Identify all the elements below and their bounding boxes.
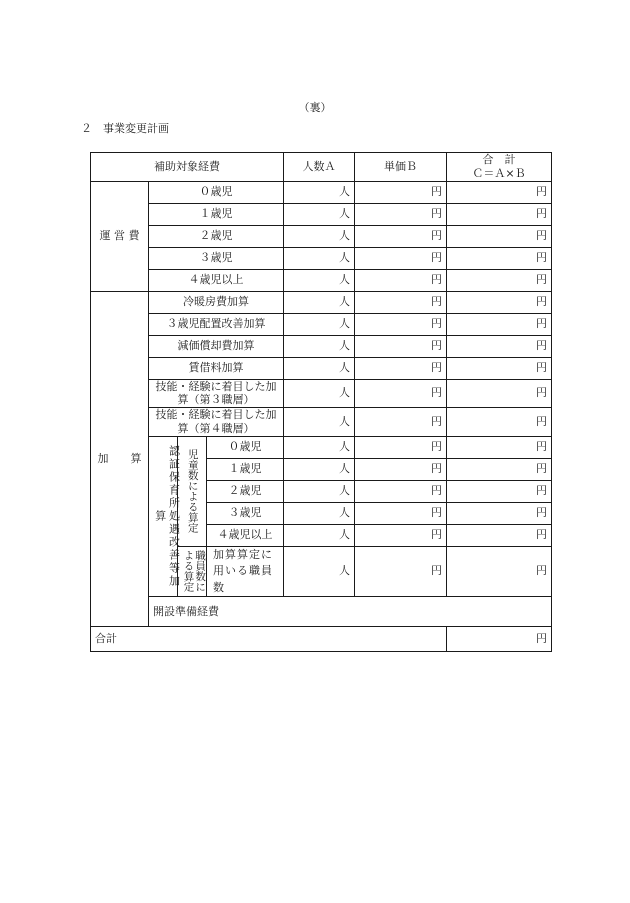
- table-row: [91, 291, 552, 313]
- people-unit: 人: [284, 247, 355, 269]
- people-unit: 人: [284, 225, 355, 247]
- total-unit: 円: [447, 225, 552, 247]
- people-unit: 人: [284, 357, 355, 379]
- total-unit: 円: [447, 313, 552, 335]
- price-unit: 円: [355, 546, 447, 597]
- addition-row-label: 減価償却費加算: [149, 335, 284, 357]
- staff-count-label: [207, 546, 284, 597]
- total-unit: 円: [447, 291, 552, 313]
- price-unit: 円: [355, 313, 447, 335]
- people-unit: 人: [284, 546, 355, 597]
- people-unit: 人: [284, 269, 355, 291]
- price-unit: 円: [355, 269, 447, 291]
- table-row: [91, 379, 552, 408]
- total-unit: 円: [447, 357, 552, 379]
- table-row: [91, 313, 552, 335]
- people-unit: 人: [284, 181, 355, 203]
- total-unit: 円: [447, 524, 552, 546]
- child-age-label: ４歳児以上: [207, 524, 284, 546]
- price-unit: 円: [355, 357, 447, 379]
- total-unit: 円: [447, 436, 552, 458]
- people-unit: 人: [284, 203, 355, 225]
- price-unit: 円: [355, 480, 447, 502]
- price-unit: 円: [355, 379, 447, 408]
- price-unit: 円: [355, 502, 447, 524]
- table-row: [91, 225, 552, 247]
- total-unit: 円: [447, 546, 552, 597]
- grand-total-label: 合計: [91, 627, 447, 652]
- section-heading: [81, 120, 169, 136]
- price-unit: 円: [355, 203, 447, 225]
- by-children-label: [178, 436, 207, 546]
- table-row: [91, 269, 552, 291]
- total-unit: 円: [447, 379, 552, 408]
- section-title: 事業変更計画: [103, 122, 169, 135]
- table-row: [91, 357, 552, 379]
- total-unit: 円: [447, 458, 552, 480]
- grand-total-row: [91, 627, 552, 652]
- price-unit: 円: [355, 181, 447, 203]
- table-row: [91, 335, 552, 357]
- by-staff-label: [178, 546, 207, 597]
- by-staff-label-text: 職員数による算定: [182, 550, 207, 593]
- addition-label: 加 算: [91, 291, 149, 627]
- total-unit: 円: [447, 181, 552, 203]
- header-total-line2: Ｃ＝Ａ×Ｂ: [472, 166, 526, 180]
- total-unit: 円: [447, 502, 552, 524]
- price-unit: 円: [355, 408, 447, 437]
- table-row: [91, 436, 552, 458]
- total-unit: 円: [447, 480, 552, 502]
- price-unit: 円: [355, 335, 447, 357]
- business-change-plan-table: [90, 152, 552, 652]
- price-unit: 円: [355, 524, 447, 546]
- addition-row-label: 技能・経験に着目した加算（第４職層）: [149, 408, 284, 437]
- price-unit: 円: [355, 458, 447, 480]
- operating-label: 運 営 費: [91, 181, 149, 291]
- total-unit: 円: [447, 408, 552, 437]
- people-unit: 人: [284, 335, 355, 357]
- total-unit: 円: [447, 269, 552, 291]
- operating-row-label: ２歳児: [149, 225, 284, 247]
- total-unit: 円: [447, 627, 552, 652]
- cert-nursery-label: [149, 436, 181, 597]
- child-age-label: ２歳児: [207, 480, 284, 502]
- operating-row-label: ０歳児: [149, 181, 284, 203]
- people-unit: 人: [284, 480, 355, 502]
- section-number: ２: [81, 122, 92, 135]
- people-unit: 人: [284, 313, 355, 335]
- header-total-line1: 合 計: [482, 153, 516, 166]
- header-total: [447, 153, 552, 182]
- addition-row-label: 冷暖房費加算: [149, 291, 284, 313]
- child-age-label: ３歳児: [207, 502, 284, 524]
- addition-row-label: 賃借料加算: [149, 357, 284, 379]
- header-item: 補助対象経費: [91, 153, 284, 182]
- staff-count-text: 加算算定に用いる職員数: [213, 547, 273, 594]
- operating-row-label: ４歳児以上: [149, 269, 284, 291]
- price-unit: 円: [355, 436, 447, 458]
- table-row: [91, 203, 552, 225]
- total-unit: 円: [447, 335, 552, 357]
- table-header-row: [91, 153, 552, 182]
- operating-row-label: １歳児: [149, 203, 284, 225]
- child-age-label: １歳児: [207, 458, 284, 480]
- addition-row-label: ３歳児配置改善加算: [149, 313, 284, 335]
- people-unit: 人: [284, 408, 355, 437]
- by-children-label-text: 児童数による算定: [186, 449, 199, 533]
- header-people: 人数Ａ: [284, 153, 355, 182]
- people-unit: 人: [284, 502, 355, 524]
- people-unit: 人: [284, 379, 355, 408]
- people-unit: 人: [284, 291, 355, 313]
- header-unit-price: 単価Ｂ: [355, 153, 447, 182]
- table-row: [91, 181, 552, 203]
- price-unit: 円: [355, 247, 447, 269]
- total-unit: 円: [447, 247, 552, 269]
- total-unit: 円: [447, 203, 552, 225]
- price-unit: 円: [355, 291, 447, 313]
- cert-nursery-label-text: 認証保育所処遇改善等加算: [153, 444, 181, 588]
- page-side-marker: （裏）: [298, 101, 332, 114]
- child-age-label: ０歳児: [207, 436, 284, 458]
- table-row: [91, 408, 552, 437]
- operating-row-label: ３歳児: [149, 247, 284, 269]
- opening-cost-row: [91, 597, 552, 627]
- people-unit: 人: [284, 524, 355, 546]
- addition-row-label: 技能・経験に着目した加算（第３職層）: [149, 379, 284, 408]
- price-unit: 円: [355, 225, 447, 247]
- people-unit: 人: [284, 436, 355, 458]
- table-row: [91, 247, 552, 269]
- opening-cost-label: 開設準備経費: [149, 597, 552, 627]
- people-unit: 人: [284, 458, 355, 480]
